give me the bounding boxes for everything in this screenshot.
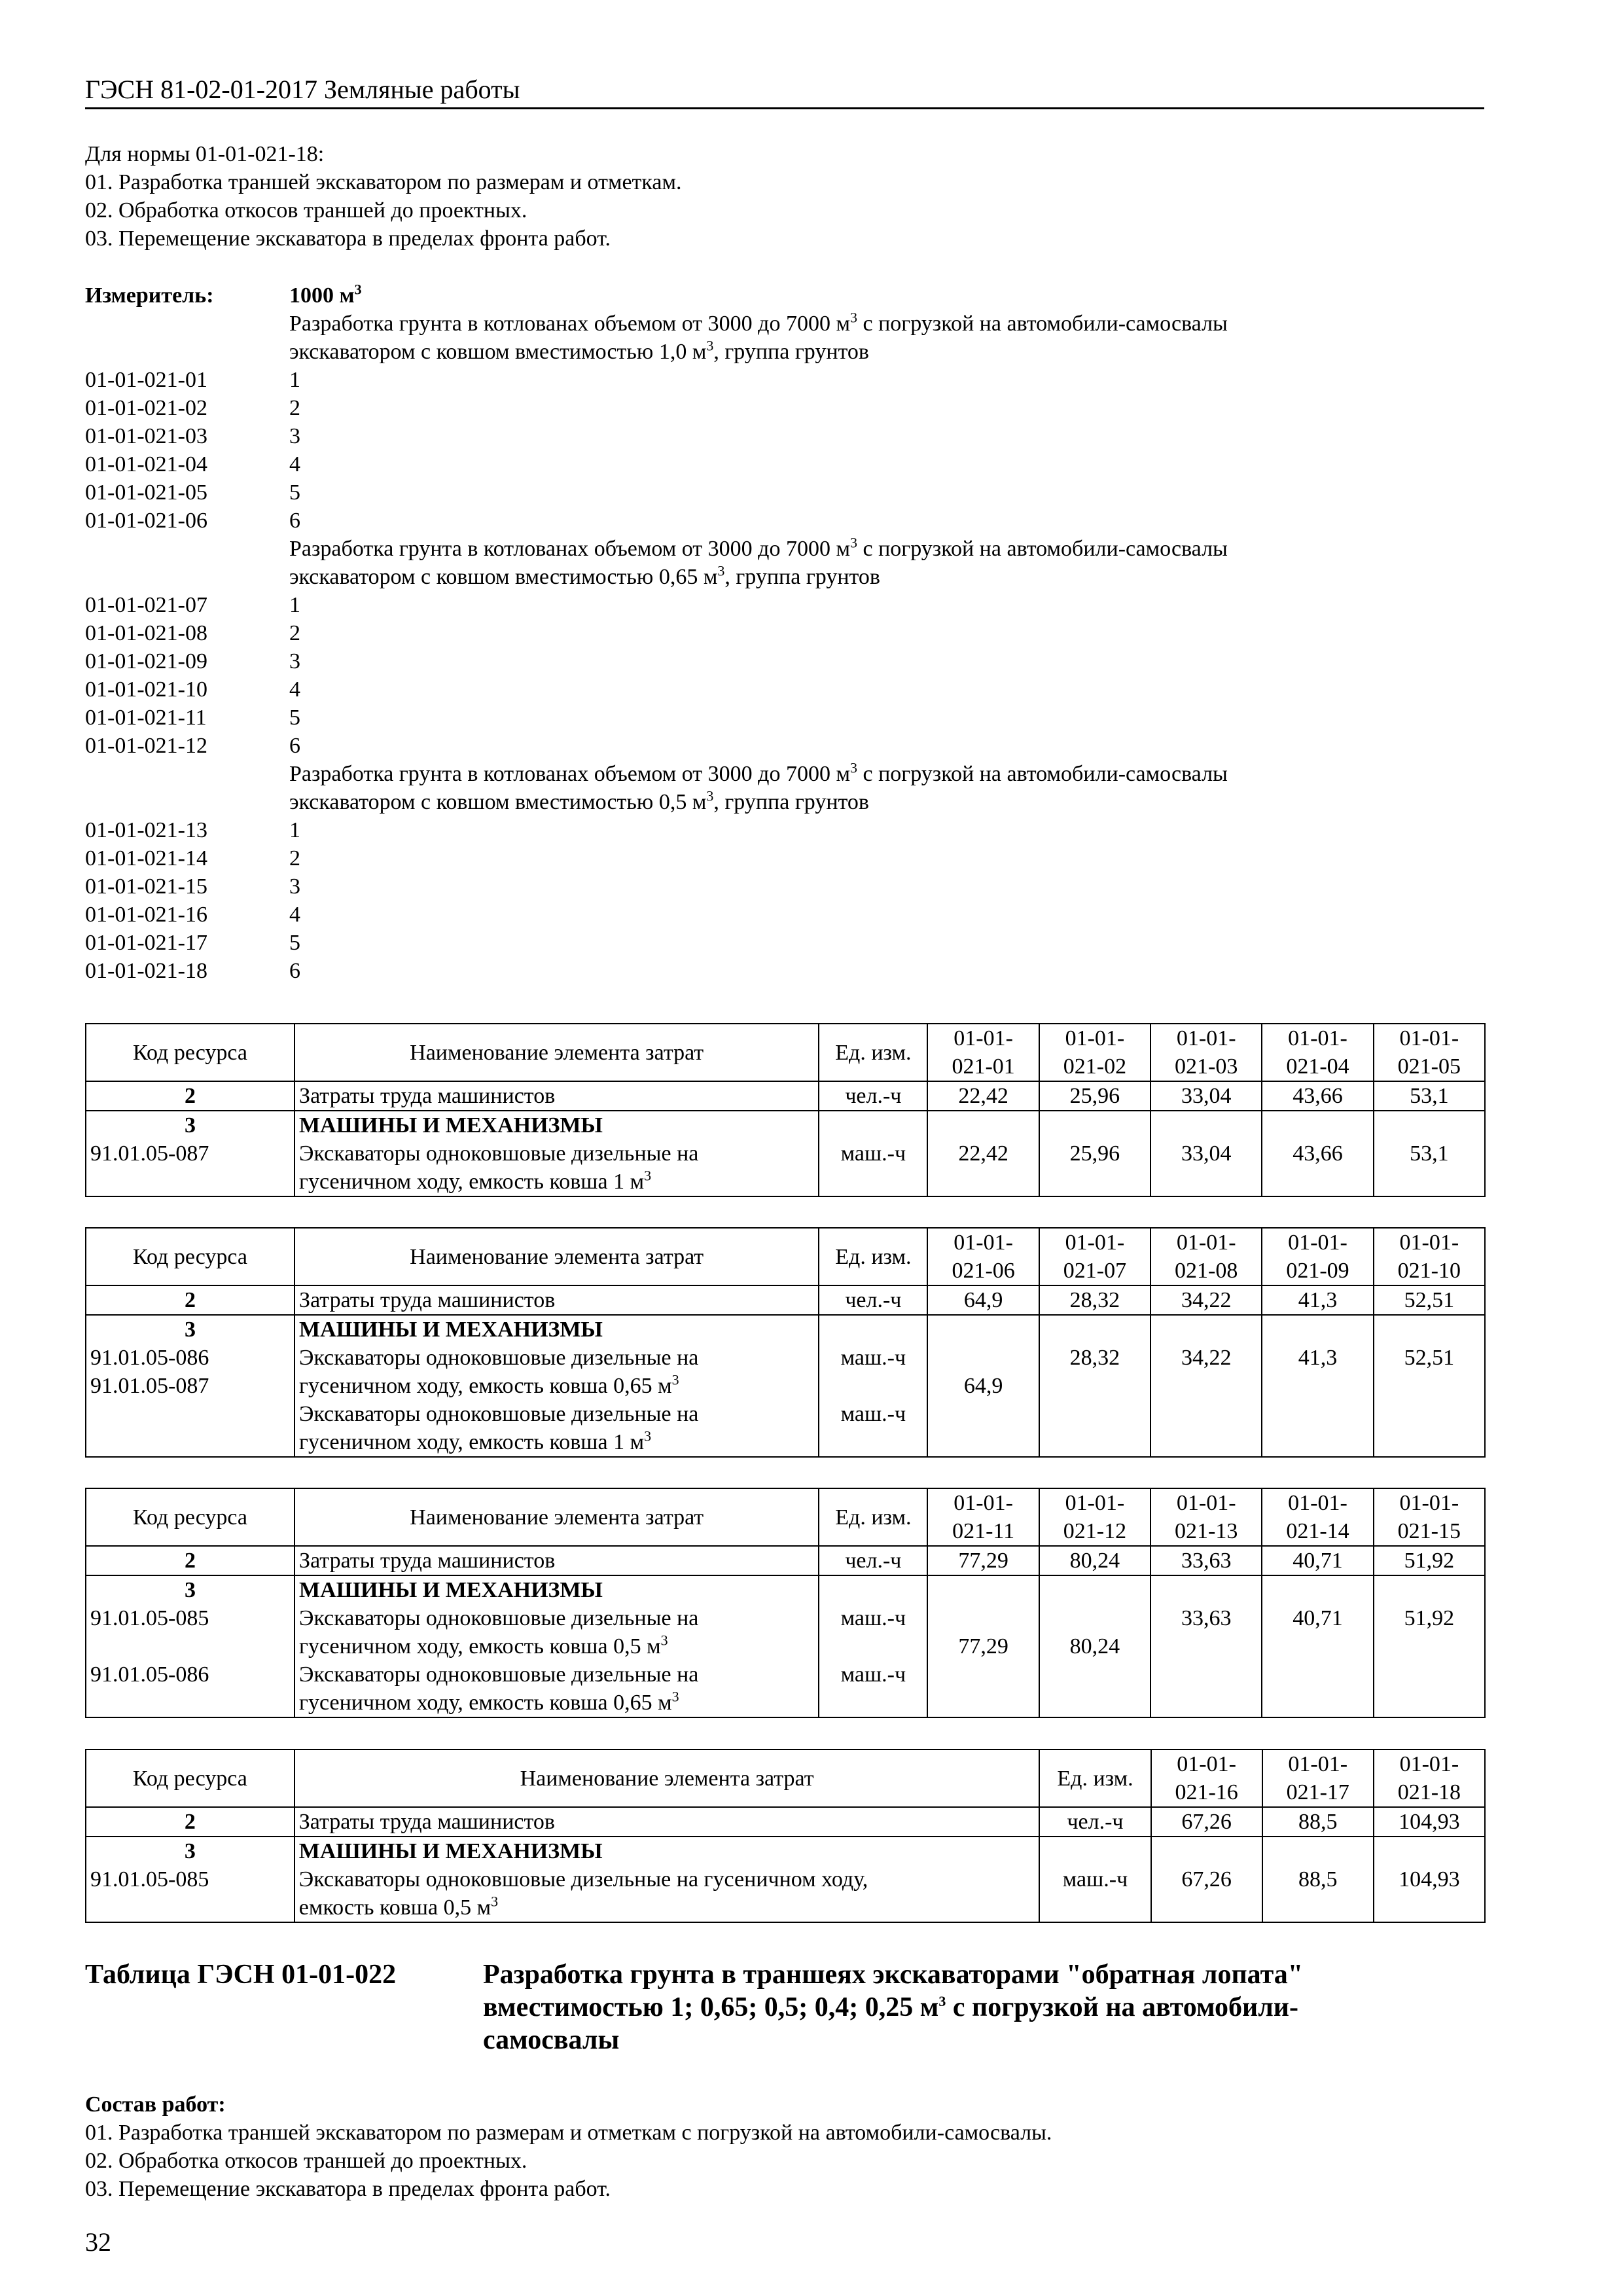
machine-row: 3 91.01.05-086 91.01.05-087 МАШИНЫ И МЕХАНИЗМЫ Экскаваторы одноковшовые дизельные на гусеничном ходу, емкость ковша 0,65 $м^3$ Экскаваторы одноковшовые дизельные на гусеничном ходу, емкость ковша 1 $м^3$ маш.-ч маш.-ч 64,9 28,32 34,22 41,3 52,51 xyxy=(86,1315,1485,1457)
resource-table-1 xyxy=(85,1023,1486,1197)
norm-code-list xyxy=(85,366,300,535)
col-header-norm: 01-01- 021-11 xyxy=(927,1488,1039,1546)
norm-code-list xyxy=(85,591,300,760)
norm-row: 01-01-021-14 2 xyxy=(85,846,300,870)
col-header-norm: 01-01- 021-02 xyxy=(1039,1024,1150,1081)
group-description: Разработка грунта в котлованах объемом от 3000 до 7000 $м^3$ с погрузкой на автомобили-самосвалы экскаватором с ковшом вместимостью 0,5 $м^3$, группа грунтов xyxy=(289,759,1228,814)
norm-row: 01-01-021-10 4 xyxy=(85,677,300,702)
labor-row: 2 Затраты труда машинистов чел.-ч 64,9 28,32 34,22 41,3 52,51 xyxy=(86,1285,1485,1315)
composition-block xyxy=(85,2090,1052,2203)
norm-row: 01-01-021-04 4 xyxy=(85,452,300,476)
intro-lead: Для нормы 01-01-021-18: xyxy=(85,142,325,166)
norm-row: 01-01-021-03 3 xyxy=(85,424,300,448)
norm-row: 01-01-021-02 2 xyxy=(85,396,300,420)
intro-block xyxy=(85,140,682,253)
col-header-norm: 01-01- 021-17 xyxy=(1262,1749,1374,1807)
col-header-name: Наименование элемента затрат xyxy=(294,1228,819,1285)
labor-row: 2 Затраты труда машинистов чел.-ч 22,42 25,96 33,04 43,66 53,1 xyxy=(86,1081,1485,1111)
resource-table-3 xyxy=(85,1488,1486,1718)
col-header-unit: Ед. изм. xyxy=(819,1488,927,1546)
group-description: Разработка грунта в котлованах объемом от 3000 до 7000 $м^3$ с погрузкой на автомобили-самосвалы экскаватором с ковшом вместимостью 1,0 $м^3$, группа грунтов xyxy=(289,309,1228,364)
norm-row: 01-01-021-07 1 xyxy=(85,593,300,617)
norm-row: 01-01-021-12 6 xyxy=(85,734,300,758)
norm-row: 01-01-021-15 3 xyxy=(85,874,300,899)
col-header-code: Код ресурса xyxy=(86,1024,294,1081)
col-header-name: Наименование элемента затрат xyxy=(294,1024,819,1081)
composition-item: 03. Перемещение экскаватора в пределах фронта работ. xyxy=(85,2177,611,2201)
col-header-name: Наименование элемента затрат xyxy=(294,1488,819,1546)
intro-item: 02. Обработка откосов траншей до проектных. xyxy=(85,198,527,223)
composition-label: Состав работ: xyxy=(85,2092,226,2117)
col-header-norm: 01-01- 021-10 xyxy=(1374,1228,1485,1285)
col-header-code: Код ресурса xyxy=(86,1488,294,1546)
col-header-norm: 01-01- 021-14 xyxy=(1262,1488,1373,1546)
col-header-norm: 01-01- 021-06 xyxy=(927,1228,1039,1285)
group-description: Разработка грунта в котлованах объемом от 3000 до 7000 $м^3$ с погрузкой на автомобили-самосвалы экскаватором с ковшом вместимостью 0,65 $м^3$, группа грунтов xyxy=(289,534,1228,589)
norm-row: 01-01-021-01 1 xyxy=(85,368,300,392)
norm-row: 01-01-021-16 4 xyxy=(85,903,300,927)
composition-item: 01. Разработка траншей экскаватором по размерам и отметкам с погрузкой на автомобили-самосвалы. xyxy=(85,2121,1052,2145)
norm-row: 01-01-021-13 1 xyxy=(85,818,300,842)
norm-row: 01-01-021-11 5 xyxy=(85,706,300,730)
col-header-unit: Ед. изм. xyxy=(819,1228,927,1285)
labor-row: 2 Затраты труда машинистов чел.-ч 67,26 88,5 104,93 xyxy=(86,1807,1485,1837)
col-header-norm: 01-01- 021-04 xyxy=(1262,1024,1373,1081)
col-header-unit: Ед. изм. xyxy=(1039,1749,1150,1807)
labor-row: 2 Затраты труда машинистов чел.-ч 77,29 80,24 33,63 40,71 51,92 xyxy=(86,1546,1485,1575)
col-header-code: Код ресурса xyxy=(86,1749,294,1807)
running-header: ГЭСН 81-02-01-2017 Земляные работы xyxy=(85,73,1484,109)
norm-row: 01-01-021-06 6 xyxy=(85,509,300,533)
table-label: Таблица ГЭСН 01-01-022 xyxy=(85,1960,397,1990)
col-header-name: Наименование элемента затрат xyxy=(294,1749,1040,1807)
table-title: Разработка грунта в траншеях экскаваторами "обратная лопата" вместимостью 1; 0,65; 0,5; 0,4; 0,25 $м^3$ с погрузкой на автомобили-самосвалы xyxy=(483,1960,1304,2055)
norm-row: 01-01-021-05 5 xyxy=(85,480,300,505)
measure-label: Измеритель: xyxy=(85,283,214,308)
col-header-norm: 01-01- 021-16 xyxy=(1151,1749,1262,1807)
col-header-norm: 01-01- 021-15 xyxy=(1374,1488,1485,1546)
col-header-norm: 01-01- 021-01 xyxy=(927,1024,1039,1081)
machine-row: 3 91.01.05-087 МАШИНЫ И МЕХАНИЗМЫ Экскаваторы одноковшовые дизельные на гусеничном ходу, емкость ковша 1 $м^3$ маш.-ч 22,42 25,96 33,04 43,66 53,1 xyxy=(86,1111,1485,1196)
measure-value: 1000 $м^3$ xyxy=(289,281,362,308)
intro-item: 03. Перемещение экскаватора в пределах фронта работ. xyxy=(85,226,611,251)
col-header-norm: 01-01- 021-08 xyxy=(1150,1228,1262,1285)
machine-row: 3 91.01.05-085 МАШИНЫ И МЕХАНИЗМЫ Экскаваторы одноковшовые дизельные на гусеничном ходу, емкость ковша 0,5 $м^3$ маш.-ч 67,26 88,5 104,93 xyxy=(86,1837,1485,1922)
col-header-unit: Ед. изм. xyxy=(819,1024,927,1081)
intro-item: 01. Разработка траншей экскаватором по размерам и отметкам. xyxy=(85,170,682,194)
resource-table-4 xyxy=(85,1749,1486,1923)
col-header-code: Код ресурса xyxy=(86,1228,294,1285)
composition-item: 02. Обработка откосов траншей до проектных. xyxy=(85,2149,527,2173)
norm-row: 01-01-021-08 2 xyxy=(85,621,300,645)
col-header-norm: 01-01- 021-18 xyxy=(1374,1749,1485,1807)
col-header-norm: 01-01- 021-05 xyxy=(1374,1024,1485,1081)
machine-row: 3 91.01.05-085 91.01.05-086 МАШИНЫ И МЕХАНИЗМЫ Экскаваторы одноковшовые дизельные на гусеничном ходу, емкость ковша 0,5 $м^3$ Экскаваторы одноковшовые дизельные на гусеничном ходу, емкость ковша 0,65 $м^3$ маш.-ч маш.-ч 77,29 80,24 33,63 40,71 51,92 xyxy=(86,1575,1485,1717)
col-header-norm: 01-01- 021-13 xyxy=(1150,1488,1262,1546)
norm-row: 01-01-021-18 6 xyxy=(85,959,300,983)
col-header-norm: 01-01- 021-07 xyxy=(1039,1228,1150,1285)
col-header-norm: 01-01- 021-03 xyxy=(1150,1024,1262,1081)
measure-row xyxy=(85,281,362,310)
col-header-norm: 01-01- 021-09 xyxy=(1262,1228,1373,1285)
norm-code-list xyxy=(85,816,300,985)
page-number: 32 xyxy=(85,2227,111,2257)
col-header-norm: 01-01- 021-12 xyxy=(1039,1488,1150,1546)
norm-row: 01-01-021-17 5 xyxy=(85,931,300,955)
resource-table-2 xyxy=(85,1227,1486,1458)
norm-row: 01-01-021-09 3 xyxy=(85,649,300,673)
